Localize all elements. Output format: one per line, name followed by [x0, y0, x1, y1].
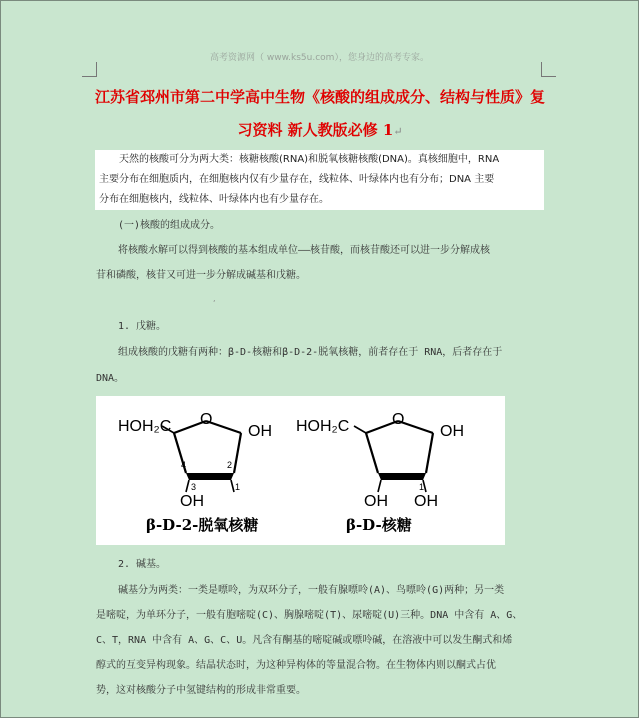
intro-box: [95, 150, 544, 210]
carbon-number: 2: [227, 460, 233, 470]
document-title-line1: 江苏省邳州市第二中学高中生物《核酸的组成成分、结构与性质》复: [94, 88, 545, 106]
carbon-number: 4: [181, 460, 187, 470]
paragraph-line: 是嘧啶，为单环分子，一般有胞嘧啶(C)、胸腺嘧啶(T)、尿嘧啶(U)三种。DNA 中含有 A、G、: [96, 610, 523, 621]
pentose-structure-figure: [96, 396, 505, 545]
carbon-number: 1: [419, 482, 425, 492]
intro-line: 天然的核酸可分为两大类：核糖核酸(RNA)和脱氧核糖核酸(DNA)。真核细胞中，RNA: [119, 154, 500, 165]
paragraph-line: 组成核酸的戊糖有两种：β-D-核糖和β-D-2-脱氧核糖，前者存在于 RNA，后者存在于: [118, 347, 503, 358]
oh-label: OH: [248, 423, 272, 440]
ring-oxygen-label: O: [392, 411, 405, 428]
intro-line: 主要分布在细胞质内，在细胞核内仅有少量存在，线粒体、叶绿体内也有分布；DNA 主要: [99, 174, 495, 185]
oh-label: OH: [364, 493, 388, 510]
section1-heading: (一)核酸的组成成分。: [118, 220, 221, 231]
ribose-caption: β-D-核糖: [346, 516, 412, 534]
paragraph-line: DNA。: [96, 373, 125, 384]
oh-label: OH: [414, 493, 438, 510]
oh-label: OH: [440, 423, 464, 440]
pentose-structures: [96, 396, 505, 545]
ring-oxygen-label: O: [200, 411, 213, 428]
deoxyribose-structure: [162, 421, 241, 492]
crop-mark-top-left: [82, 62, 97, 77]
deoxyribose-caption: β-D-2-脱氧核糖: [146, 516, 259, 534]
carbon-number: 3: [191, 482, 197, 492]
paragraph-line: 苷和磷酸，核苷又可进一步分解成碱基和戊糖。: [96, 270, 306, 281]
paragraph-line: 将核酸水解可以得到核酸的基本组成单位——核苷酸，而核苷酸还可以进一步分解成核: [118, 245, 491, 256]
paragraph-line: 醇式的互变异构现象。结晶状态时，为这种异构体的等量混合物。在生物体内则以酮式占优: [96, 660, 496, 671]
paragraph-line: C、T，RNA 中含有 A、G、C、U。凡含有酮基的嘧啶碱或嘌呤碱，在溶液中可以发生酮式和烯: [96, 635, 513, 646]
paragraph-line: 势，这对核酸分子中氢键结构的形成非常重要。: [96, 685, 306, 696]
carbon-number: 1: [235, 482, 241, 492]
header-watermark: 高考资源网（ www.ks5u.com），您身边的高考专家。: [210, 53, 429, 63]
document-title-line2: 习资料 新人教版必修 1↵: [237, 121, 403, 139]
oh-label: OH: [180, 493, 204, 510]
ribose-labels: [296, 411, 464, 534]
deoxyribose-labels: [118, 411, 272, 534]
paragraph-line: 碱基分为两类：一类是嘌呤，为双环分子，一般有腺嘌呤(A)、鸟嘌呤(G)两种；另一类: [118, 585, 505, 596]
crop-mark-top-right: [541, 62, 556, 77]
pentose-heading: 1. 戊糖。: [118, 321, 167, 332]
hoh2c-label: HOH₂C: [296, 418, 350, 435]
paragraph-mark: ,: [213, 294, 216, 303]
hoh2c-label: HOH₂C: [118, 418, 172, 435]
bases-heading: 2. 碱基。: [118, 559, 167, 570]
intro-line: 分布在细胞核内，线粒体、叶绿体内也有少量存在。: [99, 194, 329, 205]
